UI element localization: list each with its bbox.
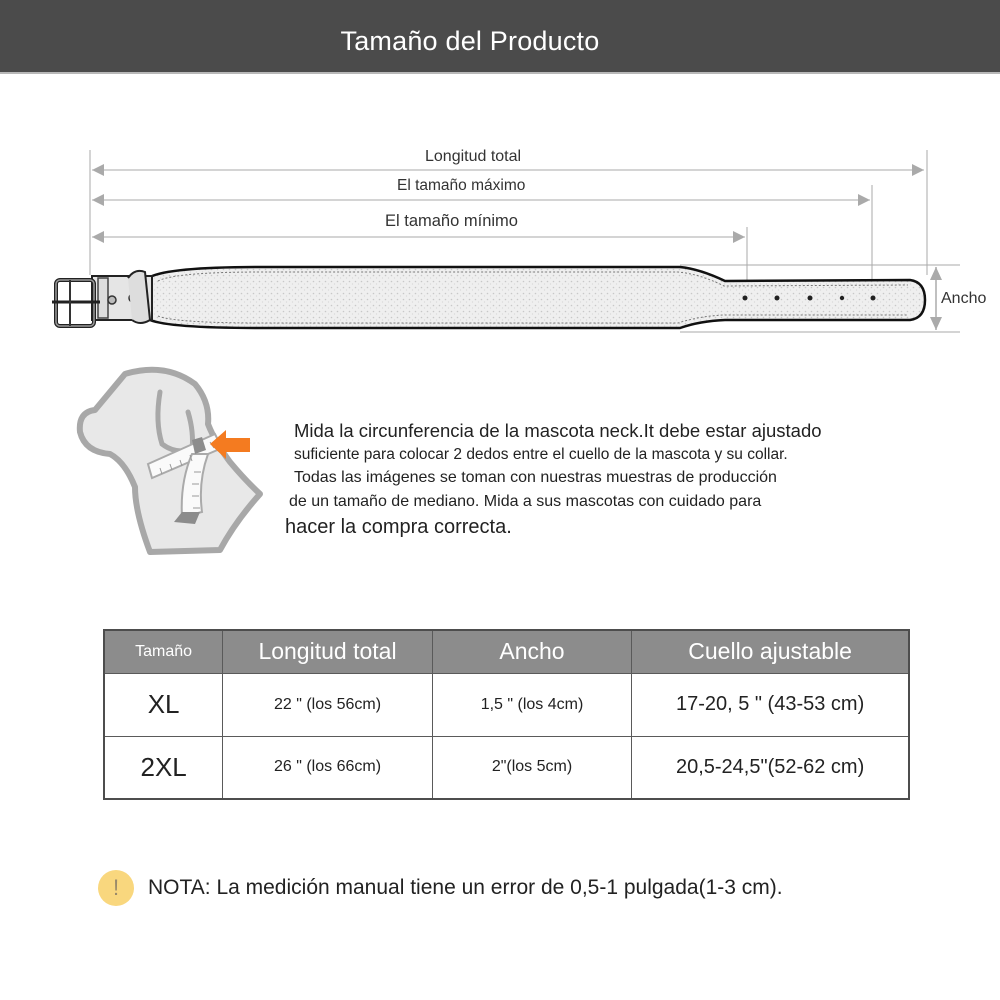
size-table — [103, 629, 910, 800]
collar-hole — [743, 296, 748, 301]
header-adjustable-neck: Cuello ajustable — [632, 630, 909, 673]
cell-width: 2"(los 5cm) — [432, 736, 631, 799]
instruction-line: Todas las imágenes se toman con nuestras muestras de producción — [294, 469, 777, 486]
instruction-line: suficiente para colocar 2 dedos entre el cuello de la mascota y su collar. — [294, 446, 788, 463]
page-title: Tamaño del Producto — [340, 26, 600, 56]
width-label: Ancho — [941, 290, 987, 307]
table-row — [104, 736, 909, 799]
collar-hole — [775, 296, 780, 301]
collar-hole — [808, 296, 813, 301]
dog-neck-measure-illustration — [70, 362, 270, 557]
cell-adjustable-neck: 17-20, 5 " (43-53 cm) — [632, 673, 909, 736]
table-header-row — [104, 630, 909, 673]
note-text: NOTA: La medición manual tiene un error de 0,5-1 pulgada(1-3 cm). — [148, 876, 783, 899]
header-width: Ancho — [432, 630, 631, 673]
buckle-icon — [52, 280, 100, 326]
collar-keeper — [92, 271, 152, 323]
cell-adjustable-neck: 20,5-24,5"(52-62 cm) — [632, 736, 909, 799]
instruction-line: Mida la circunferencia de la mascota neck.It debe estar ajustado — [294, 420, 822, 441]
max-size-label: El tamaño máximo — [397, 177, 526, 194]
page-header — [0, 0, 1000, 74]
min-size-label: El tamaño mínimo — [385, 212, 518, 230]
cell-total-length: 22 " (los 56cm) — [223, 673, 433, 736]
cell-width: 1,5 " (los 4cm) — [432, 673, 631, 736]
collar-hole — [840, 296, 844, 300]
max-size-arrow — [92, 194, 870, 206]
instruction-line: hacer la compra correcta. — [285, 516, 512, 538]
collar-dimension-diagram — [0, 130, 1000, 350]
min-size-arrow — [92, 231, 745, 243]
instruction-line: de un tamaño de mediano. Mida a sus mascotas con cuidado para — [289, 493, 762, 510]
measurement-note — [98, 870, 783, 906]
cell-size: 2XL — [104, 736, 223, 799]
header-total-length: Longitud total — [223, 630, 433, 673]
total-length-label: Longitud total — [425, 148, 522, 165]
collar-hole — [871, 296, 876, 301]
exclamation-icon: ! — [98, 870, 134, 906]
cell-total-length: 26 " (los 66cm) — [223, 736, 433, 799]
measurement-instructions — [285, 418, 965, 540]
cell-size: XL — [104, 673, 223, 736]
table-row — [104, 673, 909, 736]
header-size: Tamaño — [104, 630, 223, 673]
